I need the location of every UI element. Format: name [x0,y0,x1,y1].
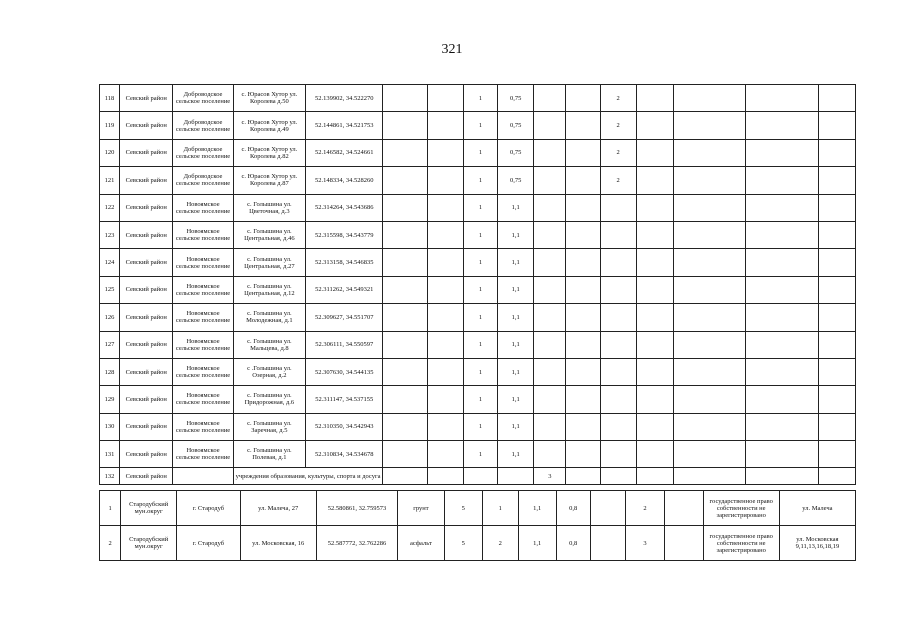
table-cell [383,331,427,358]
table-cell: Новоямское сельское поселение [173,331,233,358]
table-row [100,221,856,248]
table-cell: ул. Малеча, 27 [240,491,316,526]
table-cell [818,358,855,385]
table-cell [383,167,427,194]
table-cell [427,413,463,440]
table-cell: Доброводское сельское поселение [173,85,233,112]
table-cell: 2 [626,491,664,526]
table-cell: 1,1 [498,194,534,221]
table-row [100,386,856,413]
table-row [100,441,856,468]
table-cell [590,526,626,561]
table-cell [566,304,600,331]
table-cell: Стародубский мун.округ [121,491,177,526]
table-cell [746,249,818,276]
table-cell: 0,75 [498,167,534,194]
table-cell [636,331,673,358]
table-cell: ул. Малеча [779,491,855,526]
table-cell [600,331,636,358]
table-cell: Новоямское сельское поселение [173,221,233,248]
table-row [100,167,856,194]
table-cell [746,194,818,221]
table-cell: ул. Московская, 16 [240,526,316,561]
table-cell [566,276,600,303]
table-cell: государственное право собственности не зарегистрировано [703,491,779,526]
table-cell: Севский район [120,331,173,358]
table-cell [746,276,818,303]
table-cell [566,358,600,385]
table-cell: 2 [600,112,636,139]
table-cell [427,331,463,358]
table-cell [818,221,855,248]
table-cell [673,221,745,248]
table-cell: Севский район [120,167,173,194]
table-cell [818,276,855,303]
table-cell: 118 [100,85,120,112]
table-cell [636,358,673,385]
table-cell [818,304,855,331]
table-cell [746,413,818,440]
table-cell [534,221,566,248]
table-cell: 52.146582, 34.524661 [306,139,383,166]
table-cell [818,331,855,358]
table-cell: Севский район [120,221,173,248]
table-cell: 122 [100,194,120,221]
table-cell: 1 [463,358,497,385]
table-cell: Севский район [120,441,173,468]
table-cell: 1,1 [518,491,556,526]
table-cell: 1,1 [498,441,534,468]
table-cell [746,304,818,331]
table-cell [636,139,673,166]
table-cell [673,386,745,413]
table-cell: 119 [100,112,120,139]
table-cell [636,276,673,303]
table-cell: с. Юрасов Хутор ул. Королева д.49 [233,112,305,139]
table-cell [818,167,855,194]
table-cell [746,386,818,413]
table-cell: Новоямское сельское поселение [173,249,233,276]
table-cell: 1 [463,331,497,358]
table-cell [818,386,855,413]
table-cell [818,112,855,139]
table-cell [600,468,636,485]
table-row [100,194,856,221]
table-cell [383,221,427,248]
table-cell [534,358,566,385]
table-cell: 126 [100,304,120,331]
table-cell [566,441,600,468]
table-cell: с. Голышина ул. Молодежная, д.1 [233,304,305,331]
table-cell: с. Юрасов Хутор ул. Королева д.50 [233,85,305,112]
table-cell: с. Юрасов Хутор ул. Королева д.82 [233,139,305,166]
table-cell: Севский район [120,413,173,440]
table-cell [427,112,463,139]
table-cell [600,358,636,385]
table-cell: 2 [600,85,636,112]
table-cell [383,413,427,440]
table-cell [590,491,626,526]
table-cell: с .Голышина ул. Озерная, д.2 [233,358,305,385]
table-cell [636,468,673,485]
table-cell [636,85,673,112]
table-cell: Новоямское сельское поселение [173,413,233,440]
table-cell [383,468,427,485]
table-cell [746,85,818,112]
table-cell [673,194,745,221]
table-cell [746,441,818,468]
table-cell: 52.587772, 32.762286 [316,526,397,561]
table-cell: Доброводское сельское поселение [173,167,233,194]
table-cell: 5 [444,491,482,526]
table-cell [673,413,745,440]
table-cell: с. Голышина ул. Заречная, д.5 [233,413,305,440]
table-cell [566,468,600,485]
table-cell [818,441,855,468]
table-cell [427,221,463,248]
table-cell: 1,1 [498,413,534,440]
table-cell [566,112,600,139]
table-cell [600,194,636,221]
table-cell: с. Голышина ул. Цветочная, д.3 [233,194,305,221]
table-cell [636,441,673,468]
table-cell: 0,75 [498,85,534,112]
table-cell: с. Голышина ул. Центральная, д.12 [233,276,305,303]
table-cell: г. Стародуб [177,526,240,561]
table-cell: 2 [100,526,121,561]
table-cell: 52.148334, 34.528260 [306,167,383,194]
table-cell [818,139,855,166]
table-cell [746,167,818,194]
table-cell [673,468,745,485]
table-cell [673,249,745,276]
table-cell: 52.306111, 34.550597 [306,331,383,358]
table-cell [383,85,427,112]
table-cell [534,112,566,139]
table-cell: Доброводское сельское поселение [173,139,233,166]
table-cell: 1,1 [498,249,534,276]
table-cell: 1 [463,167,497,194]
table-cell: асфальт [398,526,445,561]
table-row [100,304,856,331]
table-cell [427,386,463,413]
table-cell: 1 [463,304,497,331]
table-row [100,468,856,485]
table-cell: 1 [482,491,518,526]
table-cell [566,167,600,194]
table-cell: 52.144861, 34.521753 [306,112,383,139]
table-cell: 52.315598, 34.543779 [306,221,383,248]
table-cell [534,85,566,112]
table-cell [534,304,566,331]
table-cell: 1 [463,249,497,276]
table-cell [383,386,427,413]
table-cell: 132 [100,468,120,485]
table-row [100,112,856,139]
table-cell: грунт [398,491,445,526]
table-cell [427,304,463,331]
table-cell: Севский район [120,85,173,112]
table-cell [664,526,703,561]
table-cell: Севский район [120,194,173,221]
table-cell [534,276,566,303]
table-cell: 5 [444,526,482,561]
table-cell [534,167,566,194]
table-cell [534,441,566,468]
table-cell [566,249,600,276]
table-row [100,249,856,276]
table-cell [427,139,463,166]
table-cell: 1 [463,441,497,468]
table-cell: Новоямское сельское поселение [173,194,233,221]
table-cell [818,413,855,440]
table-cell [427,358,463,385]
table-cell [566,386,600,413]
table-cell [818,249,855,276]
table-cell [427,167,463,194]
table-cell: ул. Московская 9,11,13,16,18,19 [779,526,855,561]
table-cell [818,194,855,221]
table-cell [534,194,566,221]
table-cell [636,413,673,440]
table-cell: 131 [100,441,120,468]
table-cell: Стародубский мун.округ [121,526,177,561]
table-cell: 1,1 [518,526,556,561]
table-cell [673,139,745,166]
table-cell: 3 [534,468,566,485]
table-cell: 3 [626,526,664,561]
table-cell: учреждения образования, культуры, спорта и досуга [233,468,383,485]
table-cell: 1,1 [498,331,534,358]
table-cell: Севский район [120,386,173,413]
table-cell: 128 [100,358,120,385]
table-cell [664,491,703,526]
table-cell: 125 [100,276,120,303]
table-cell [427,441,463,468]
table-cell [600,221,636,248]
table-cell: государственное право собственности не зарегистрировано [703,526,779,561]
table-cell: 0,75 [498,139,534,166]
table-cell [746,331,818,358]
table-row [100,331,856,358]
table-cell: 0,8 [556,491,590,526]
table-cell: 1,1 [498,221,534,248]
table-cell: 52.311147, 34.537155 [306,386,383,413]
table-cell [534,386,566,413]
table-cell [534,139,566,166]
table-cell: 2 [600,139,636,166]
table-cell: 52.311262, 34.549321 [306,276,383,303]
table-row [100,413,856,440]
table-cell [427,468,463,485]
table-row [100,491,856,526]
table-cell: Севский район [120,358,173,385]
table-cell: 52.309627, 34.551707 [306,304,383,331]
table-cell [383,276,427,303]
table-cell [600,386,636,413]
table-cell: Севский район [120,276,173,303]
table-cell: Севский район [120,139,173,166]
table-cell [383,139,427,166]
table-cell: Новоямское сельское поселение [173,276,233,303]
table-cell: 1 [463,413,497,440]
table-cell [818,468,855,485]
table-cell [427,249,463,276]
table-cell [566,413,600,440]
table-cell: 1,1 [498,358,534,385]
table-cell: 1 [463,112,497,139]
table-row [100,358,856,385]
table-cell [600,304,636,331]
table-cell: 2 [482,526,518,561]
table-cell [746,468,818,485]
table-cell: 52.313158, 34.546835 [306,249,383,276]
table-cell [636,167,673,194]
table-cell [427,194,463,221]
table-cell: Доброводское сельское поселение [173,112,233,139]
table-cell: с. Голышина ул. Мальцева, д.8 [233,331,305,358]
table-cell: 52.310834, 34.534678 [306,441,383,468]
table-cell: с. Юрасов Хутор ул. Королева д.87 [233,167,305,194]
table-cell: 1 [463,221,497,248]
table-cell [673,358,745,385]
table-cell: 1,1 [498,386,534,413]
table-cell: Новоямское сельское поселение [173,358,233,385]
table-cell: 1,1 [498,304,534,331]
table-cell [383,358,427,385]
table-cell [636,194,673,221]
table-cell [636,221,673,248]
table-cell: Новоямское сельское поселение [173,304,233,331]
table-cell: Севский район [120,112,173,139]
table-cell [600,413,636,440]
table-cell [463,468,497,485]
table-cell: 0,75 [498,112,534,139]
table-cell [673,85,745,112]
table-cell: 52.139902, 34.522270 [306,85,383,112]
table-cell: 1 [463,386,497,413]
table-cell [673,304,745,331]
table-cell [818,85,855,112]
table-cell [673,112,745,139]
table-cell: 2 [600,167,636,194]
table-cell [534,331,566,358]
table-row [100,526,856,561]
table-cell: 123 [100,221,120,248]
table-cell [566,139,600,166]
table-cell [383,112,427,139]
table-cell: 1,1 [498,276,534,303]
table-cell [427,276,463,303]
table-cell: Новоямское сельское поселение [173,441,233,468]
table-cell [498,468,534,485]
table-cell: 1 [463,276,497,303]
table-row [100,276,856,303]
table-cell: г. Стародуб [177,491,240,526]
table-cell [383,441,427,468]
table-cell [427,85,463,112]
table-cell [600,441,636,468]
table-cell: 52.314264, 34.543686 [306,194,383,221]
table-cell [383,304,427,331]
table-cell [636,112,673,139]
table-cell: с. Голышина ул. Центральная, д.46 [233,221,305,248]
table-cell [383,249,427,276]
table-cell [173,468,233,485]
table-cell: 121 [100,167,120,194]
table-cell [566,194,600,221]
table-cell [746,139,818,166]
table-cell [636,249,673,276]
table-cell [600,249,636,276]
table-cell [746,112,818,139]
table-cell: 0,8 [556,526,590,561]
table-cell: Севский район [120,249,173,276]
table-cell [746,358,818,385]
table-cell: 1 [463,85,497,112]
table-cell: 1 [100,491,121,526]
table-cell: 124 [100,249,120,276]
table-cell [636,304,673,331]
table-cell [636,386,673,413]
table-cell: 127 [100,331,120,358]
table-cell: с. Голышина ул. Центральная, д.27 [233,249,305,276]
table-cell [534,413,566,440]
table-cell: Севский район [120,304,173,331]
table-cell: 1 [463,139,497,166]
table-row [100,139,856,166]
table-cell [673,441,745,468]
table-cell: с. Голышина ул. Полевая, д.1 [233,441,305,468]
table-cell: 52.307630, 34.544135 [306,358,383,385]
table-cell: Новоямское сельское поселение [173,386,233,413]
table-cell [600,276,636,303]
table-cell: с. Голышина ул. Придорожная, д.6 [233,386,305,413]
table-cell [566,331,600,358]
table-cell: 52.580861, 32.759573 [316,491,397,526]
table-cell: 130 [100,413,120,440]
table-cell: 129 [100,386,120,413]
table-row [100,85,856,112]
page-number: 321 [441,42,463,57]
objects-table-sevsky [99,84,856,485]
table-cell [566,85,600,112]
table-cell [383,194,427,221]
table-cell [673,276,745,303]
table-cell [746,221,818,248]
table-cell [673,331,745,358]
table-cell [534,249,566,276]
objects-table-starodub [99,490,856,561]
table-cell: 120 [100,139,120,166]
table-cell: Севский район [120,468,173,485]
table-cell: 52.310350, 34.542943 [306,413,383,440]
table-cell [566,221,600,248]
table-cell [673,167,745,194]
table-cell: 1 [463,194,497,221]
